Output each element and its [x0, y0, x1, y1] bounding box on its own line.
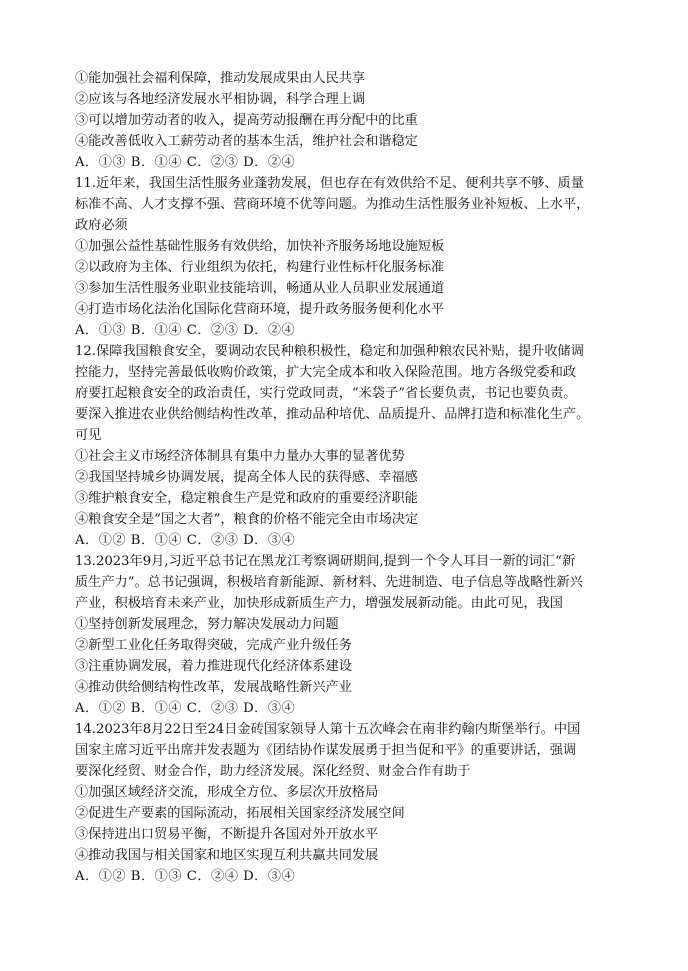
option-2: ②我国坚持城乡协调发展，提高全体人民的获得感、幸福感	[75, 470, 418, 485]
option-4: ④推动我国与相关国家和地区实现互利共赢共同发展	[75, 848, 379, 863]
option-1: ①社会主义市场经济体制具有集中力量办大事的显著优势	[75, 449, 405, 464]
question-stem-line: 12.保障我国粮食安全，要调动农民种粮积极性，稳定和加强种粮农民补贴，提升收储调	[75, 344, 584, 359]
question-13	[75, 551, 635, 719]
question-stem-line: 产业，积极培育未来产业，加快形成新质生产力，增强发展新动能。由此可见，我国	[75, 596, 563, 611]
option-3: ③注重协调发展，着力推进现代化经济体系建设	[75, 659, 352, 674]
option-2: ②新型工业化任务取得突破，完成产业升级任务	[75, 638, 352, 653]
answer-choices: A．①② B．①④ C．②③ D．③④	[75, 701, 296, 716]
option-3: ③维护粮食安全，稳定粮食生产是党和政府的重要经济职能	[75, 491, 418, 506]
question-stem-line: 要深化经贸、财金合作，助力经济发展。深化经贸、财金合作有助于	[75, 764, 471, 779]
question-11	[75, 173, 635, 341]
option-1: ①加强公益性基础性服务有效供给，加快补齐服务场地设施短板	[75, 239, 445, 254]
question-stem-line: 11.近年来，我国生活性服务业蓬勃发展，但也存在有效供给不足、便利共享不够、质量	[75, 176, 584, 191]
answer-choices: A．①③ B．①④ C．②③ D．②④	[75, 323, 296, 338]
question-12	[75, 341, 635, 551]
answer-choices: A．①② B．①④ C．②③ D．③④	[75, 533, 296, 548]
option-4: ④打造市场化法治化国际化营商环境，提升政务服务便利化水平	[75, 302, 445, 317]
question-stem-line: 府要扛起粮食安全的政治责任，实行党政同责，“米袋子”省长要负责，书记也要负责。	[75, 386, 577, 401]
exam-document	[75, 68, 635, 887]
question-stem-line: 13.2023年9月,习近平总书记在黑龙江考察调研期间,提到一个令人耳目一新的词汇“新	[75, 554, 576, 569]
option-4: ④能改善低收入工薪劳动者的基本生活，维护社会和谐稳定	[75, 134, 418, 149]
option-3: ③可以增加劳动者的收入，提高劳动报酬在再分配中的比重	[75, 113, 418, 128]
question-stem-line: 可见	[75, 428, 102, 443]
option-3: ③参加生活性服务业职业技能培训，畅通从业人员职业发展通道	[75, 281, 445, 296]
option-1: ①坚持创新发展理念，努力解决发展动力问题	[75, 617, 339, 632]
question-10-tail	[75, 68, 635, 173]
question-14	[75, 719, 635, 887]
option-1: ①能加强社会福利保障，推动发展成果由人民共享	[75, 71, 366, 86]
option-4: ④粮食安全是“国之大者”，粮食的价格不能完全由市场决定	[75, 512, 419, 527]
question-stem-line: 标准不高、人才支撑不强、营商环境不优等问题。为推动生活性服务业补短板、上水平，	[75, 197, 590, 212]
question-stem-line: 国家主席习近平出席并发表题为《团结协作谋发展勇于担当促和平》的重要讲话，强调	[75, 743, 577, 758]
question-stem-line: 14.2023年8月22日至24日金砖国家领导人第十五次峰会在南非约翰内斯堡举行。中国	[75, 722, 581, 737]
question-stem-line: 政府必须	[75, 218, 128, 233]
option-2: ②以政府为主体、行业组织为依托，构建行业性标杆化服务标准	[75, 260, 445, 275]
question-stem-line: 要深入推进农业供给侧结构性改革，推动品种培优、品质提升、品牌打造和标准化生产。	[75, 407, 590, 422]
question-stem-line: 质生产力”。总书记强调，积极培育新能源、新材料、先进制造、电子信息等战略性新兴	[75, 575, 583, 590]
option-2: ②应该与各地经济发展水平相协调，科学合理上调	[75, 92, 366, 107]
option-4: ④推动供给侧结构性改革，发展战略性新兴产业	[75, 680, 352, 695]
option-2: ②促进生产要素的国际流动，拓展相关国家经济发展空间	[75, 806, 405, 821]
answer-choices: A．①③ B．①④ C．②③ D．②④	[75, 155, 296, 170]
question-stem-line: 控能力，坚持完善最低收购价政策，扩大完全成本和收入保险范围。地方各级党委和政	[75, 365, 577, 380]
option-3: ③保持进出口贸易平衡，不断提升各国对外开放水平	[75, 827, 379, 842]
answer-choices: A．①② B．①③ C．②④ D．③④	[75, 869, 296, 884]
option-1: ①加强区域经济交流，形成全方位、多层次开放格局	[75, 785, 379, 800]
